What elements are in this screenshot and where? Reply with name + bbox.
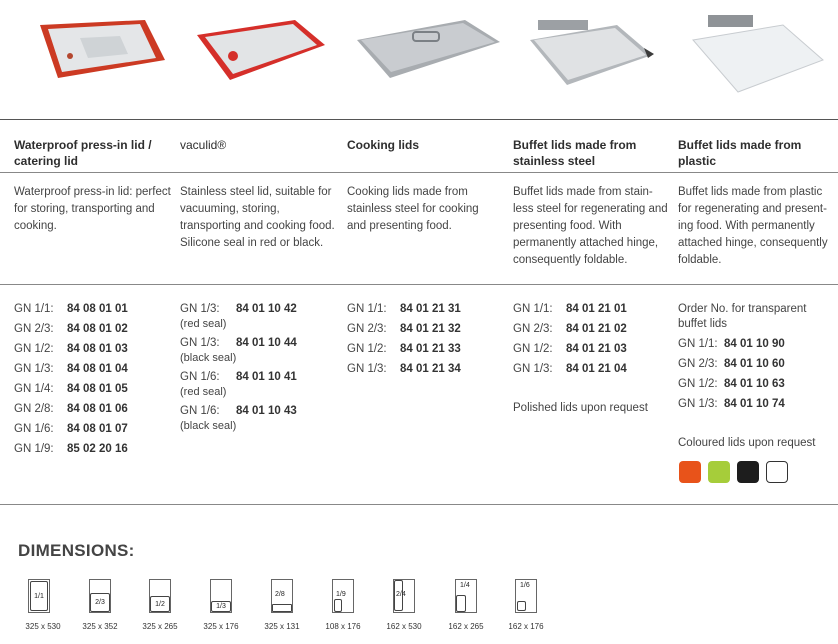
dimension-label: 1/2 [150, 596, 170, 612]
waterproof-lid-image [10, 0, 170, 110]
order-size: GN 1/6: [14, 423, 54, 435]
dimension-label: 2/4 [396, 591, 406, 598]
order-list-buffet-steel [513, 302, 673, 382]
order-number: 84 08 01 02 [67, 323, 128, 335]
dimension-size: 325 x 176 [203, 622, 239, 631]
order-number: 84 01 21 02 [566, 323, 627, 335]
order-number: 84 01 10 43 [236, 405, 297, 417]
order-note: (black seal) [180, 352, 237, 364]
order-number: 84 01 21 31 [400, 303, 461, 315]
polished-note: Polished lids upon request [513, 402, 648, 414]
color-swatch-orange [679, 461, 701, 483]
order-size: GN 1/2: [347, 343, 387, 355]
order-size: GN 1/3: [513, 363, 553, 375]
column-buffet-plastic [678, 137, 828, 169]
order-size: GN 2/8: [14, 403, 54, 415]
order-number: 84 08 01 07 [67, 423, 128, 435]
order-number: 84 01 10 42 [236, 303, 297, 315]
color-swatch-black [737, 461, 759, 483]
buffet-steel-lid-image [512, 0, 672, 110]
column-waterproof [14, 137, 174, 169]
order-number: 84 01 10 60 [724, 358, 785, 370]
column-heading: Waterproof press-in lid / catering lid [14, 138, 152, 168]
dimension-label: 1/4 [460, 582, 470, 589]
order-size: GN 1/4: [14, 383, 54, 395]
dimension-size: 162 x 265 [448, 622, 484, 631]
order-number: 84 01 21 33 [400, 343, 461, 355]
description: Buffet lids made from stain-less steel for regenerating and presenting food. With permanently attached hinge, consequently foldable. [513, 186, 668, 266]
description: Cooking lids made from stainless steel for cooking and presenting food. [347, 186, 479, 232]
order-number: 84 01 10 41 [236, 371, 297, 383]
order-size: GN 1/6: [180, 405, 220, 417]
dimension-size: 162 x 176 [508, 622, 544, 631]
order-number: 84 01 21 04 [566, 363, 627, 375]
order-number: 84 08 01 01 [67, 303, 128, 315]
column-buffet-steel [513, 137, 663, 169]
column-heading: Cooking lids [347, 138, 419, 152]
column-vaculid [180, 137, 340, 153]
column-cooking [347, 137, 507, 153]
order-number: 84 08 01 03 [67, 343, 128, 355]
dimension-label: 1/1 [30, 581, 48, 611]
order-size: GN 1/3: [180, 303, 220, 315]
order-number: 84 01 10 44 [236, 337, 297, 349]
order-size: GN 2/3: [14, 323, 54, 335]
order-number: 85 02 20 16 [67, 443, 128, 455]
order-size: GN 1/1: [14, 303, 54, 315]
order-note: (red seal) [180, 386, 227, 398]
dimension-label: 1/6 [520, 582, 530, 589]
dimension-size: 162 x 530 [386, 622, 422, 631]
buffet-plastic-lid-image [678, 0, 838, 110]
order-size: GN 1/3: [14, 363, 54, 375]
order-size: GN 2/3: [513, 323, 553, 335]
dimension-size: 325 x 530 [25, 622, 61, 631]
order-list-buffet-plastic [678, 302, 836, 417]
order-size: GN 1/2: [14, 343, 54, 355]
description: Stainless steel lid, suitable for vacuuming, storing, transporting and cooking food. Silicone seal in red or black. [180, 186, 335, 249]
order-number: 84 01 21 03 [566, 343, 627, 355]
order-size: GN 1/9: [14, 443, 54, 455]
color-swatch-white [766, 461, 788, 483]
description: Waterproof press-in lid: perfect for storing, transporting and cooking. [14, 186, 171, 232]
order-list-vaculid [180, 302, 340, 438]
dimension-1-1 [25, 577, 75, 637]
order-number: 84 08 01 06 [67, 403, 128, 415]
column-heading: Buffet lids made from plastic [678, 138, 802, 168]
order-note: (black seal) [180, 420, 237, 432]
order-number: 84 01 21 32 [400, 323, 461, 335]
color-swatch-green [708, 461, 730, 483]
order-size: GN 1/2: [513, 343, 553, 355]
header-rule [0, 172, 838, 173]
vaculid-image [175, 0, 335, 110]
order-size: GN 2/3: [678, 358, 718, 370]
dimension-size: 108 x 176 [325, 622, 361, 631]
order-list-waterproof [14, 302, 174, 462]
coloured-note: Coloured lids upon request [678, 437, 816, 449]
column-heading: Buffet lids made from stainless steel [513, 138, 637, 168]
dimension-label: 2/8 [275, 591, 285, 598]
order-number: 84 01 21 34 [400, 363, 461, 375]
order-number: 84 08 01 04 [67, 363, 128, 375]
order-size: GN 1/2: [678, 378, 718, 390]
order-size: GN 1/3: [678, 398, 718, 410]
cooking-lid-image [345, 0, 505, 110]
order-size: GN 1/3: [347, 363, 387, 375]
order-number: 84 01 10 90 [724, 338, 785, 350]
order-size: GN 1/1: [347, 303, 387, 315]
order-number: 84 01 10 74 [724, 398, 785, 410]
bottom-rule [0, 504, 838, 505]
dimension-label: 1/3 [211, 601, 231, 612]
order-size: GN 2/3: [347, 323, 387, 335]
order-size: GN 1/6: [180, 371, 220, 383]
dimensions-title: DIMENSIONS: [18, 541, 135, 560]
dimension-size: 325 x 265 [142, 622, 178, 631]
dimension-1-6 [508, 577, 565, 637]
order-note: (red seal) [180, 318, 227, 330]
dimension-size: 325 x 352 [82, 622, 118, 631]
dimension-size: 325 x 131 [264, 622, 300, 631]
description: Buffet lids made from plastic for regenerating and present-ing food. With permanently attached hinge, consequently foldable. [678, 186, 828, 266]
order-list-cooking [347, 302, 507, 382]
dimension-label: 2/3 [90, 593, 110, 612]
top-rule [0, 119, 838, 120]
order-number: 84 08 01 05 [67, 383, 128, 395]
dimension-label: 1/9 [336, 591, 346, 598]
order-size: GN 1/1: [678, 338, 718, 350]
order-number: 84 01 10 63 [724, 378, 785, 390]
order-size: GN 1/3: [180, 337, 220, 349]
order-size: GN 1/1: [513, 303, 553, 315]
column-heading: vaculid® [180, 138, 227, 152]
orders-intro: Order No. for transparent buffet lids [678, 303, 807, 330]
order-number: 84 01 21 01 [566, 303, 627, 315]
description-rule [0, 284, 838, 285]
